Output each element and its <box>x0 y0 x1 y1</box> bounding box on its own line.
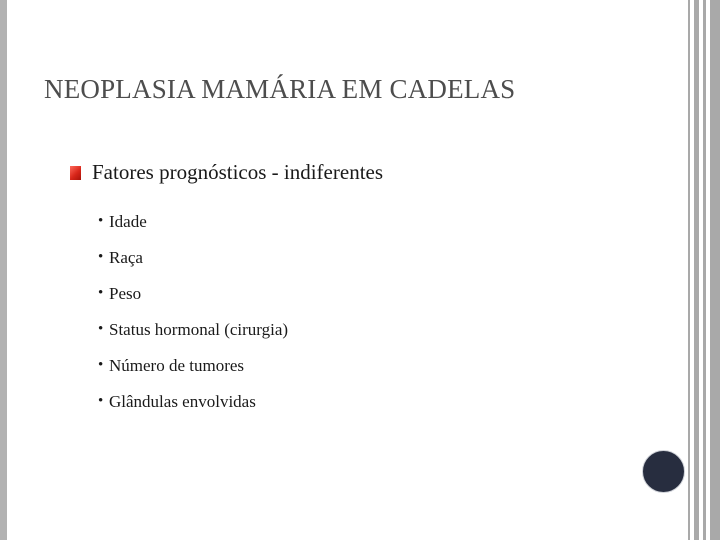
bullet-dot-icon: • <box>98 393 104 409</box>
list-item-text: Número de tumores <box>109 356 245 375</box>
list-item-text: Glândulas envolvidas <box>109 392 256 411</box>
list-item <box>98 282 288 318</box>
list-item-text: Raça <box>109 248 143 267</box>
left-border <box>0 0 7 540</box>
right-border-rails <box>686 0 720 540</box>
list-item <box>98 210 288 246</box>
list-item <box>98 246 288 282</box>
right-rail-2 <box>694 0 699 540</box>
list-item <box>98 354 288 390</box>
list-item-text: Idade <box>109 212 147 231</box>
right-rail-4 <box>710 0 720 540</box>
red-square-bullet-icon <box>70 166 81 180</box>
bullet-dot-icon: • <box>98 285 104 301</box>
section-heading: Fatores prognósticos - indiferentes <box>92 160 384 184</box>
dark-circle-icon <box>642 450 685 493</box>
right-rail-3 <box>703 0 706 540</box>
bullet-dot-icon: • <box>98 321 104 337</box>
list-item-text: Status hormonal (cirurgia) <box>109 320 289 339</box>
bullet-dot-icon: • <box>98 357 104 373</box>
slide-title: NEOPLASIA MAMÁRIA EM CADELAS <box>44 74 516 104</box>
list-item-text: Peso <box>109 284 142 303</box>
list-item <box>98 318 288 354</box>
bullet-dot-icon: • <box>98 249 104 265</box>
right-rail-1 <box>688 0 690 540</box>
bullet-list <box>98 210 288 426</box>
bullet-dot-icon: • <box>98 213 104 229</box>
list-item <box>98 390 288 426</box>
